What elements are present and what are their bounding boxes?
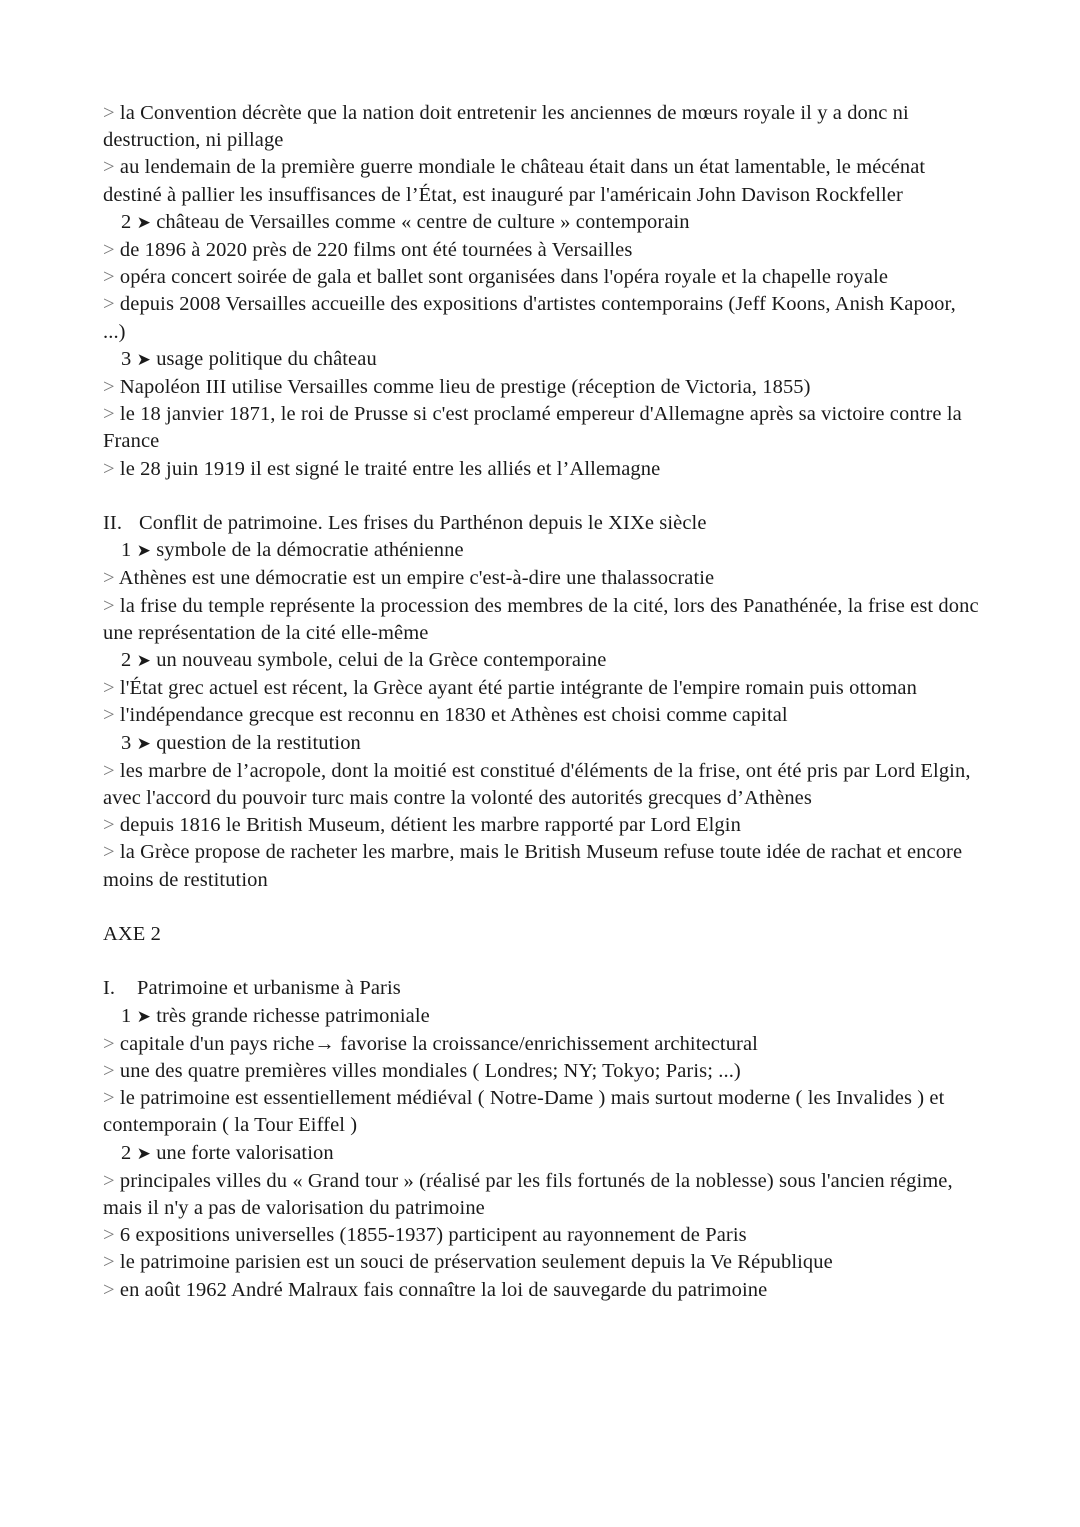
list-item: > le patrimoine parisien est un souci de préservation seulement depuis la Ve République xyxy=(103,1251,833,1274)
bullet-list xyxy=(103,675,983,729)
bullet-marker: > xyxy=(103,1032,115,1055)
list-item: > depuis 2008 Versailles accueille des expositions d'artistes contemporains (Jeff Koons, Anish Kapoor, ...) xyxy=(103,293,962,343)
list-item: > le patrimoine est essentiellement médiéval ( Notre-Dame ) mais surtout moderne ( les Invalides ) et contemporain ( la Tour Eiffel ) xyxy=(103,1087,950,1137)
arrow-icon: ➤ xyxy=(136,212,151,233)
bullet-list xyxy=(103,374,983,483)
arrow-icon: ➤ xyxy=(136,1006,151,1027)
list-item: > en août 1962 André Malraux fais connaître la loi de sauvegarde du patrimoine xyxy=(103,1278,768,1301)
list-item: > Napoléon III utilise Versailles comme lieu de prestige (réception de Victoria, 1855) xyxy=(103,376,811,399)
bullet-marker: > xyxy=(103,266,115,289)
arrow-icon: ➤ xyxy=(136,1143,151,1164)
list-item: > une des quatre premières villes mondiales ( Londres; NY; Tokyo; Paris; ...) xyxy=(103,1060,741,1083)
bullet-marker: > xyxy=(103,594,115,617)
subheading: 2 ➤ une forte valorisation xyxy=(121,1141,334,1164)
list-item: > Athènes est une démocratie est un empire c'est-à-dire une thalassocratie xyxy=(103,567,715,590)
bullet-marker: > xyxy=(103,841,115,864)
list-item: > le 28 juin 1919 il est signé le traité entre les alliés et l’Allemagne xyxy=(103,457,661,480)
bullet-marker: > xyxy=(103,376,115,399)
bullet-marker: > xyxy=(103,102,115,124)
list-item: > les marbre de l’acropole, dont la moitié est constitué d'éléments de la frise, ont été pris par Lord Elgin, avec l'accord du pouvoir turc mais contre la volonté des autorités grecques d’Athènes xyxy=(103,759,976,810)
bullet-list xyxy=(103,1168,983,1304)
list-item: > opéra concert soirée de gala et ballet sont organisées dans l'opéra royale et la chapelle royale xyxy=(103,266,889,289)
bullet-marker: > xyxy=(103,1224,115,1247)
bullet-marker: > xyxy=(103,704,115,727)
bullet-marker: > xyxy=(103,293,115,316)
section-heading: II. Conflit de patrimoine. Les frises du Parthénon depuis le XIXe siècle xyxy=(103,512,707,535)
bullet-marker: > xyxy=(103,1087,115,1110)
bullet-marker: > xyxy=(103,814,115,837)
document-page xyxy=(103,100,983,1304)
list-item: > l'État grec actuel est récent, la Grèce ayant été partie intégrante de l'empire romain puis ottoman xyxy=(103,677,917,700)
arrow-icon: ➤ xyxy=(136,349,151,370)
bullet-list xyxy=(103,1031,983,1140)
bullet-marker: > xyxy=(103,403,115,426)
section-heading: I. Patrimoine et urbanisme à Paris xyxy=(103,977,401,1000)
subheading: 1 ➤ symbole de la démocratie athénienne xyxy=(121,539,464,562)
bullet-marker: > xyxy=(103,759,115,782)
arrow-icon: ➤ xyxy=(136,651,151,672)
list-item: > la Grèce propose de racheter les marbre, mais le British Museum refuse toute idée de rachat et encore moins de restitution xyxy=(103,841,968,891)
bullet-marker: > xyxy=(103,1060,115,1083)
subheading: 3 ➤ question de la restitution xyxy=(121,731,361,754)
axe-label: AXE 2 xyxy=(103,923,162,946)
bullet-marker: > xyxy=(103,1278,115,1301)
bullet-list xyxy=(103,100,983,209)
bullet-marker: > xyxy=(103,567,115,590)
bullet-list xyxy=(103,237,983,346)
arrow-icon: ➤ xyxy=(136,541,151,562)
arrow-icon: ➤ xyxy=(136,733,151,754)
list-item: > 6 expositions universelles (1855-1937) participent au rayonnement de Paris xyxy=(103,1224,747,1247)
bullet-marker: > xyxy=(103,1169,115,1192)
subheading: 2 ➤ château de Versailles comme « centre de culture » contemporain xyxy=(121,210,690,233)
list-item: > le 18 janvier 1871, le roi de Prusse si c'est proclamé empereur d'Allemagne après sa victoire contre la France xyxy=(103,403,968,453)
bullet-marker: > xyxy=(103,239,115,262)
list-item: > depuis 1816 le British Museum, détient les marbre rapporté par Lord Elgin xyxy=(103,814,741,837)
list-item: > au lendemain de la première guerre mondiale le château était dans un état lamentable, le mécénat destiné à pallier les insuffisances de l’État, est inauguré par l'américain John Davison Rockfeller xyxy=(103,156,931,206)
subheading: 2 ➤ un nouveau symbole, celui de la Grèce contemporaine xyxy=(121,649,607,672)
bullet-marker: > xyxy=(103,677,115,700)
bullet-list xyxy=(103,758,983,894)
bullet-marker: > xyxy=(103,156,115,179)
list-item: > de 1896 à 2020 près de 220 films ont été tournées à Versailles xyxy=(103,239,633,262)
list-item: > principales villes du « Grand tour » (réalisé par les fils fortunés de la noblesse) sous l'ancien régime, mais il n'y a pas de valorisation du patrimoine xyxy=(103,1169,958,1220)
subheading: 1 ➤ très grande richesse patrimoniale xyxy=(121,1004,430,1027)
list-item: > l'indépendance grecque est reconnu en 1830 et Athènes est choisi comme capital xyxy=(103,704,788,727)
bullet-list xyxy=(103,565,983,647)
bullet-marker: > xyxy=(103,1251,115,1274)
list-item: > capitale d'un pays riche→ favorise la croissance/enrichissement architectural xyxy=(103,1032,758,1055)
bullet-marker: > xyxy=(103,457,115,480)
list-item: > la frise du temple représente la procession des membres de la cité, lors des Panathénée, la frise est donc une représentation de la cité elle-même xyxy=(103,594,984,644)
list-item: > la Convention décrète que la nation doit entretenir les anciennes de mœurs royale il y a donc ni destruction, ni pillage xyxy=(103,102,915,152)
subheading: 3 ➤ usage politique du château xyxy=(121,347,377,370)
